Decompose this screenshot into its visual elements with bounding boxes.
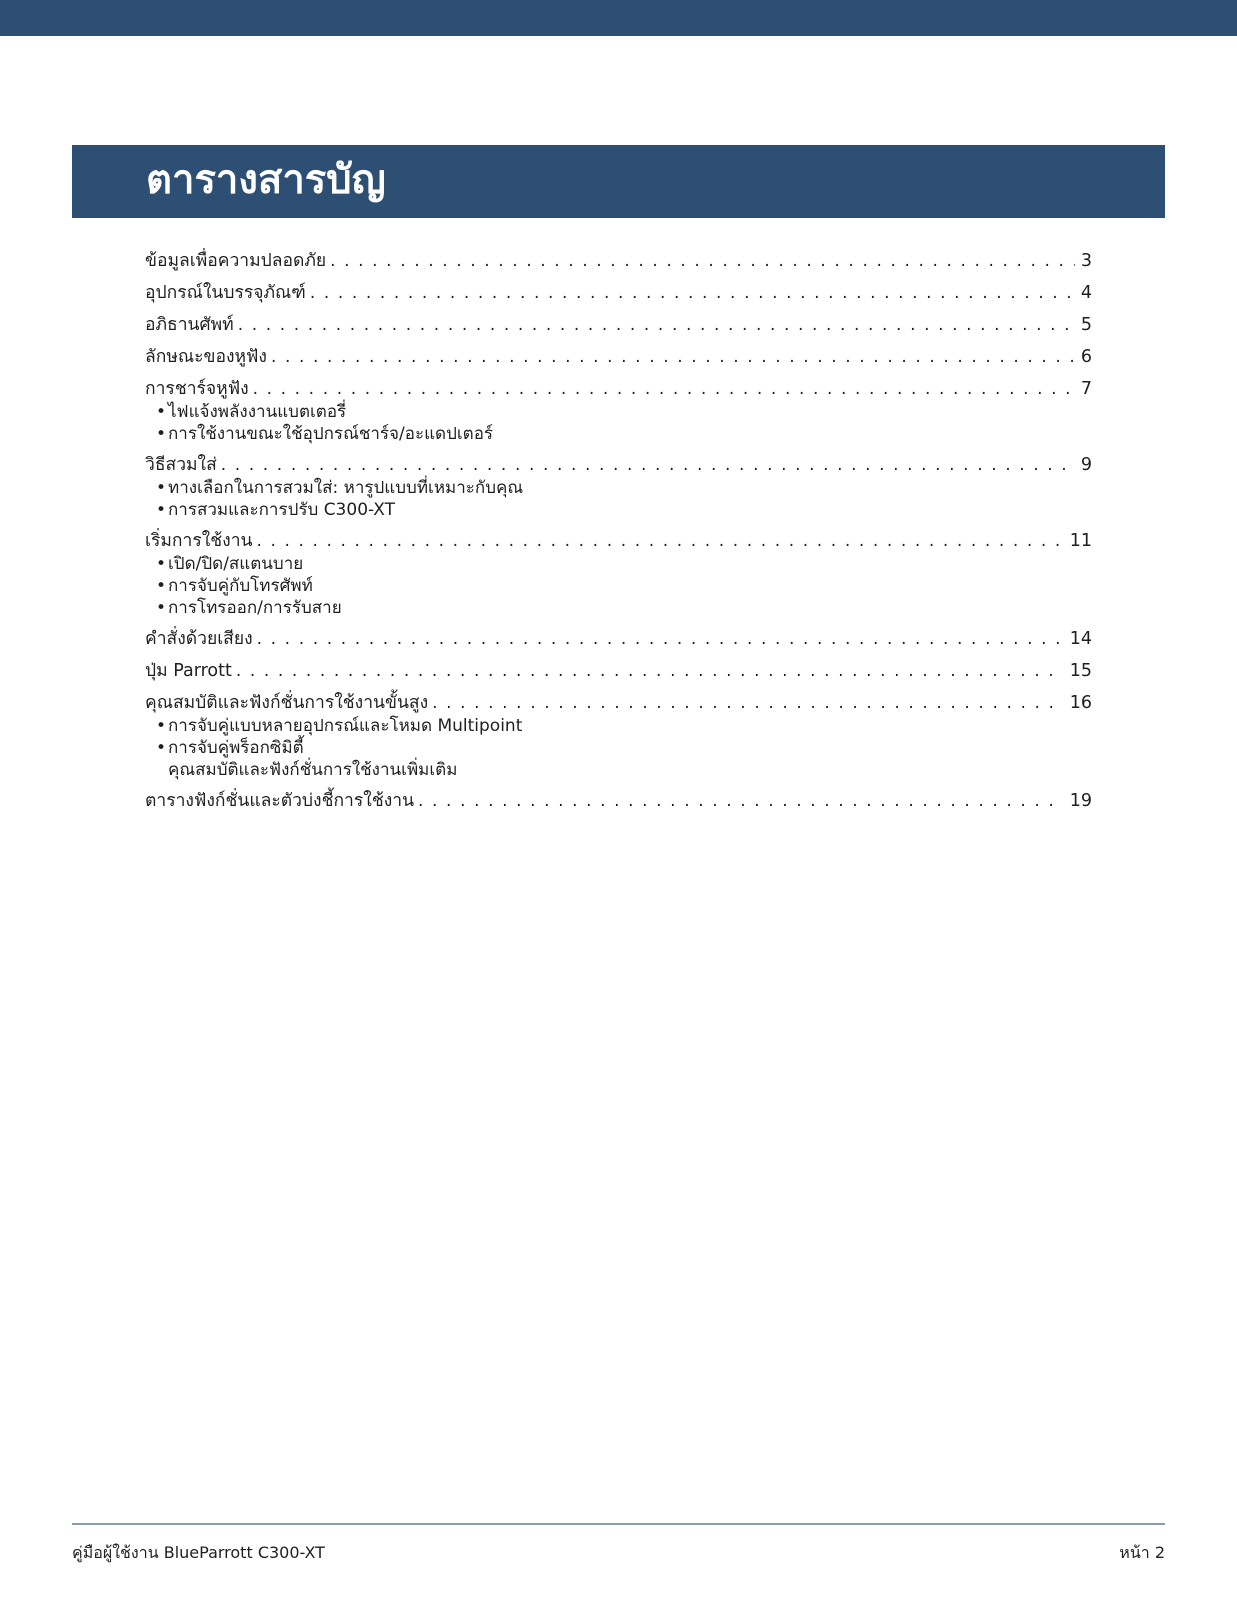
toc-entry-row[interactable] xyxy=(145,346,1092,369)
toc-subentry xyxy=(145,575,1092,597)
toc-dot-leader xyxy=(432,692,1064,715)
toc-subentry-label: ไฟแจ้งพลังงานแบตเตอรี่ xyxy=(168,402,347,422)
toc-subentry-label: การโทรออก/การรับสาย xyxy=(168,598,342,618)
toc-subentry-label: การสวมและการปรับ C300-XT xyxy=(168,500,396,520)
toc-dot-leader xyxy=(271,346,1075,369)
bullet-icon: • xyxy=(156,554,167,574)
toc-entry-row[interactable] xyxy=(145,628,1092,651)
toc-entry-label: ข้อมูลเพื่อความปลอดภัย xyxy=(145,251,327,271)
toc-dot-leader xyxy=(236,660,1064,683)
toc-dot-leader xyxy=(238,314,1075,337)
toc-entry xyxy=(145,692,1092,781)
toc-entry-label: วิธีสวมใส่ xyxy=(145,455,217,475)
toc-entry-page-number: 7 xyxy=(1080,379,1092,399)
toc-entry-page-number: 19 xyxy=(1069,791,1092,811)
table-of-contents xyxy=(145,250,1092,822)
toc-subentry xyxy=(145,499,1092,521)
toc-entry-label: ปุ่ม Parrott xyxy=(145,661,232,681)
toc-subentry-label: การจับคู่แบบหลายอุปกรณ์และโหมด Multipoint xyxy=(168,716,523,736)
toc-entry-row[interactable] xyxy=(145,454,1092,477)
toc-subentry-label: ทางเลือกในการสวมใส่: หารูปแบบที่เหมาะกับคุณ xyxy=(168,478,524,498)
toc-dot-leader xyxy=(330,250,1075,273)
toc-entry-row[interactable] xyxy=(145,530,1092,553)
toc-entry-label: คุณสมบัติและฟังก์ชั่นการใช้งานขั้นสูง xyxy=(145,693,429,713)
toc-entry xyxy=(145,314,1092,337)
toc-dot-leader xyxy=(257,530,1064,553)
toc-entry xyxy=(145,790,1092,813)
toc-entry-page-number: 16 xyxy=(1069,693,1092,713)
bullet-icon: • xyxy=(156,402,167,422)
footer-divider xyxy=(72,1523,1165,1525)
toc-dot-leader xyxy=(221,454,1075,477)
toc-entry xyxy=(145,346,1092,369)
bullet-icon: • xyxy=(156,478,167,498)
toc-subentry-label: เปิด/ปิด/สแตนบาย xyxy=(168,554,304,574)
toc-entry-label: อภิธานศัพท์ xyxy=(145,315,234,335)
toc-entry-row[interactable] xyxy=(145,660,1092,683)
toc-subentry xyxy=(145,401,1092,423)
toc-entry-page-number: 6 xyxy=(1080,347,1092,367)
footer-page-number: หน้า 2 xyxy=(1119,1543,1165,1562)
toc-entry-label: การชาร์จหูฟัง xyxy=(145,379,249,399)
toc-subentry xyxy=(145,423,1092,445)
toc-entry-row[interactable] xyxy=(145,282,1092,305)
bullet-icon: • xyxy=(156,716,167,736)
bullet-icon: • xyxy=(156,576,167,596)
page-title: ตารางสารบัญ xyxy=(146,157,386,203)
bullet-icon: • xyxy=(156,424,167,444)
toc-entry-page-number: 11 xyxy=(1069,531,1092,551)
toc-entry xyxy=(145,454,1092,521)
toc-entry xyxy=(145,628,1092,651)
toc-entry-label: ลักษณะของหูฟัง xyxy=(145,347,267,367)
toc-entry-row[interactable] xyxy=(145,790,1092,813)
toc-entry xyxy=(145,378,1092,445)
toc-entry-page-number: 15 xyxy=(1069,661,1092,681)
toc-subentry-label: การจับคู่กับโทรศัพท์ xyxy=(168,576,313,596)
toc-subentry xyxy=(145,477,1092,499)
footer-document-title: คู่มือผู้ใช้งาน BlueParrott C300-XT xyxy=(72,1543,325,1562)
toc-entry-page-number: 4 xyxy=(1080,283,1092,303)
toc-dot-leader xyxy=(310,282,1075,305)
toc-entry-row[interactable] xyxy=(145,314,1092,337)
toc-entry-label: ตารางฟังก์ชั่นและตัวบ่งชี้การใช้งาน xyxy=(145,791,415,811)
bullet-icon: • xyxy=(156,738,167,758)
toc-subentry xyxy=(145,737,1092,759)
toc-entry-page-number: 3 xyxy=(1080,251,1092,271)
bullet-icon: • xyxy=(156,500,167,520)
top-band xyxy=(0,0,1237,36)
toc-subentry-label: การจับคู่พร็อกซิมิตี้ xyxy=(168,738,304,758)
toc-subentry xyxy=(145,553,1092,575)
toc-dot-leader xyxy=(253,378,1075,401)
toc-subentry xyxy=(145,597,1092,619)
toc-subentry xyxy=(145,715,1092,737)
toc-entry xyxy=(145,660,1092,683)
toc-subentry-label: คุณสมบัติและฟังก์ชั่นการใช้งานเพิ่มเติม xyxy=(168,760,458,780)
toc-entry-row[interactable] xyxy=(145,692,1092,715)
toc-subentry xyxy=(145,759,1092,781)
toc-entry-label: เริ่มการใช้งาน xyxy=(145,531,253,551)
toc-entry-page-number: 14 xyxy=(1069,629,1092,649)
toc-entry xyxy=(145,250,1092,273)
toc-entry-label: คำสั่งด้วยเสียง xyxy=(145,629,253,649)
toc-subentry-label: การใช้งานขณะใช้อุปกรณ์ชาร์จ/อะแดปเตอร์ xyxy=(168,424,494,444)
toc-entry-row[interactable] xyxy=(145,378,1092,401)
toc-dot-leader xyxy=(257,628,1064,651)
toc-entry-page-number: 5 xyxy=(1080,315,1092,335)
toc-entry-row[interactable] xyxy=(145,250,1092,273)
bullet-icon: • xyxy=(156,598,167,618)
toc-dot-leader xyxy=(418,790,1064,813)
title-bar xyxy=(72,145,1165,218)
toc-entry xyxy=(145,530,1092,619)
toc-entry-label: อุปกรณ์ในบรรจุภัณฑ์ xyxy=(145,283,306,303)
toc-entry xyxy=(145,282,1092,305)
toc-entry-page-number: 9 xyxy=(1080,455,1092,475)
